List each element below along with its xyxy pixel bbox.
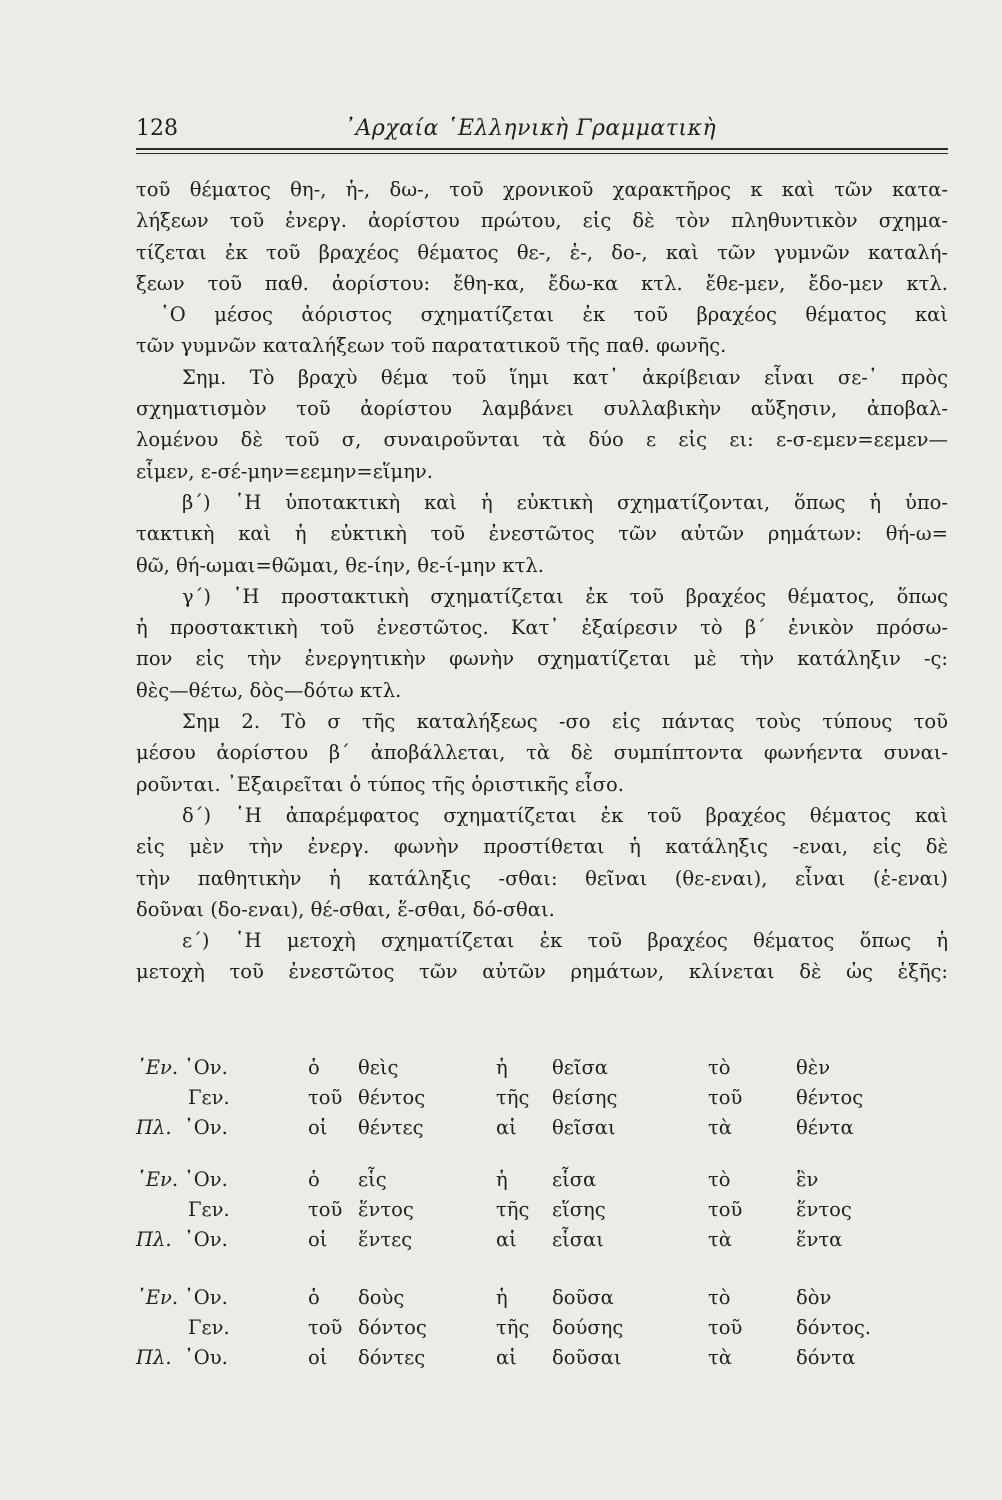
declension-row xyxy=(136,1086,948,1116)
masculine-article: ὁ xyxy=(308,1168,320,1191)
neuter-form: θέντα xyxy=(796,1116,854,1139)
text-line: δοῦναι (δο-εναι), θέ-σθαι, ἕ-σθαι, δό-σθαι. xyxy=(136,897,555,921)
neuter-form: θὲν xyxy=(796,1056,831,1079)
neuter-form: θέντος xyxy=(796,1086,864,1109)
header-rule-thin xyxy=(136,153,948,154)
body-text xyxy=(136,174,948,988)
declension-table xyxy=(136,1286,948,1376)
declension-row xyxy=(136,1346,948,1376)
feminine-form: θεῖσαι xyxy=(552,1116,616,1139)
masculine-article: ὁ xyxy=(308,1056,320,1079)
feminine-article: τῆς xyxy=(496,1086,530,1109)
masculine-form: θέντες xyxy=(358,1116,424,1139)
neuter-form: δὸν xyxy=(796,1286,832,1309)
feminine-form: εἷσα xyxy=(552,1168,597,1191)
feminine-form: δοῦσα xyxy=(552,1286,614,1309)
declension-row xyxy=(136,1286,948,1316)
feminine-article: αἱ xyxy=(496,1346,517,1369)
masculine-article: τοῦ xyxy=(308,1316,343,1339)
case-label: ᾿Ον. xyxy=(184,1286,228,1309)
declension-row xyxy=(136,1116,948,1146)
text-line: λήξεων τοῦ ἐνεργ. ἀορίστου πρώτου, εἰς δὲ τὸν πληθυντικὸν σχημα- xyxy=(136,209,948,233)
feminine-article: ἡ xyxy=(496,1168,508,1191)
neuter-article: τὸ xyxy=(708,1286,731,1309)
masculine-form: ἕντες xyxy=(358,1228,413,1251)
masculine-form: θεὶς xyxy=(358,1056,399,1079)
feminine-form: εἷσαι xyxy=(552,1228,604,1251)
text-line: θῶ, θή-ωμαι=θῶμαι, θε-ίην, θε-ί-μην κτλ. xyxy=(136,553,544,577)
text-line: εἷμεν, ε-σέ-μην=εεμην=εἵμην. xyxy=(136,459,433,483)
case-label: Γεν. xyxy=(188,1198,230,1221)
neuter-form: ἕντος xyxy=(796,1198,852,1221)
neuter-form: δόντος. xyxy=(796,1316,871,1339)
masculine-form: εἷς xyxy=(358,1168,387,1191)
feminine-article: τῆς xyxy=(496,1316,530,1339)
text-line: Σημ. Τὸ βραχὺ θέμα τοῦ ἵημι κατ᾿ ἀκρίβειαν εἶναι σε-᾿ πρὸς xyxy=(182,365,948,389)
text-line: β΄) ῾Η ὑποτακτικὴ καὶ ἡ εὐκτικὴ σχηματίζονται, ὅπως ἡ ὑπο- xyxy=(182,490,948,514)
text-line: γ΄) ῾Η προστακτικὴ σχηματίζεται ἐκ τοῦ βραχέος θέματος, ὅπως xyxy=(182,584,948,608)
feminine-form: θεῖσα xyxy=(552,1056,608,1079)
masculine-form: δοὺς xyxy=(358,1286,405,1309)
declension-row xyxy=(136,1168,948,1198)
neuter-form: ἓν xyxy=(796,1168,819,1191)
number-label: Πλ. xyxy=(136,1228,172,1251)
text-line: ἡ προστακτικὴ τοῦ ἐνεστῶτος. Κατ᾿ ἐξαίρεσιν τὸ β΄ ἑνικὸν πρόσω- xyxy=(136,616,948,640)
masculine-form: δόντος xyxy=(358,1316,427,1339)
running-title: ᾿Αρχαία ῾Ελληνικὴ Γραμματικὴ xyxy=(344,116,717,141)
text-line: μετοχὴ τοῦ ἐνεστῶτος τῶν αὐτῶν ρημάτων, κλίνεται δὲ ὡς ἑξῆς: xyxy=(136,960,948,984)
feminine-article: τῆς xyxy=(496,1198,530,1221)
masculine-article: τοῦ xyxy=(308,1198,343,1221)
text-line: τοῦ θέματος θη-, ἡ-, δω-, τοῦ χρονικοῦ χαρακτῆρος κ καὶ τῶν κατα- xyxy=(136,178,948,201)
number-label: ῾Εν. xyxy=(136,1168,179,1191)
neuter-form: ἕντα xyxy=(796,1228,843,1251)
header-rule xyxy=(136,148,948,150)
feminine-form: θείσης xyxy=(552,1086,618,1109)
masculine-article: οἱ xyxy=(308,1228,328,1251)
declension-table xyxy=(136,1168,948,1258)
number-label: Πλ. xyxy=(136,1116,172,1139)
masculine-form: δόντες xyxy=(358,1346,426,1369)
case-label: ᾿Ον. xyxy=(184,1056,228,1079)
number-label: ῾Εν. xyxy=(136,1286,179,1309)
text-line: ροῦνται. ᾿Εξαιρεῖται ὁ τύπος τῆς ὁριστικῆς εἶσο. xyxy=(136,772,624,796)
feminine-form: δούσης xyxy=(552,1316,624,1339)
text-line: πον εἰς τὴν ἐνεργητικὴν φωνὴν σχηματίζεται μὲ τὴν κατάληξιν -ς: xyxy=(136,647,948,671)
case-label: ᾿Ον. xyxy=(184,1116,228,1139)
neuter-article: τοῦ xyxy=(708,1198,743,1221)
neuter-article: τοῦ xyxy=(708,1316,743,1339)
case-label: ᾿Ον. xyxy=(184,1168,228,1191)
text-line: τίζεται ἐκ τοῦ βραχέος θέματος θε-, ἑ-, δο-, καὶ τῶν γυμνῶν καταλή- xyxy=(136,240,948,264)
case-label: Γεν. xyxy=(188,1316,230,1339)
page-number: 128 xyxy=(136,116,178,141)
text-line: θὲς—θέτω, δὸς—δότω κτλ. xyxy=(136,678,402,702)
text-line: δ΄) ῾Η ἀπαρέμφατος σχηματίζεται ἐκ τοῦ βραχέος θέματος καὶ xyxy=(182,803,948,827)
neuter-article: τὰ xyxy=(708,1228,732,1251)
neuter-article: τὸ xyxy=(708,1056,731,1079)
feminine-form: δοῦσαι xyxy=(552,1346,622,1369)
text-line: τὴν παθητικὴν ἡ κατάληξις -σθαι: θεῖναι (θε-εναι), εἶναι (ἑ-εναι) xyxy=(136,866,948,890)
text-line: ε΄) ῾Η μετοχὴ σχηματίζεται ἐκ τοῦ βραχέος θέματος ὅπως ἡ xyxy=(182,929,948,953)
neuter-article: τὰ xyxy=(708,1116,732,1139)
feminine-article: αἱ xyxy=(496,1116,517,1139)
feminine-form: εἵσης xyxy=(552,1198,606,1221)
text-line: σχηματισμὸν τοῦ ἀορίστου λαμβάνει συλλαβικὴν αὔξησιν, ἀποβαλ- xyxy=(136,397,948,421)
text-line: ξεων τοῦ παθ. ἀορίστου: ἔθη-κα, ἔδω-κα κτλ. ἔθε-μεν, ἔδο-μεν κτλ. xyxy=(136,271,948,295)
number-label: ᾿Εν. xyxy=(136,1056,179,1079)
text-line: τῶν γυμνῶν καταλήξεων τοῦ παρατατικοῦ τῆς παθ. φωνῆς. xyxy=(136,334,727,358)
case-label: ᾿Ον. xyxy=(184,1228,228,1251)
masculine-article: ὁ xyxy=(308,1286,320,1309)
feminine-article: αἱ xyxy=(496,1228,517,1251)
declension-row xyxy=(136,1228,948,1258)
declension-row xyxy=(136,1198,948,1228)
masculine-article: οἱ xyxy=(308,1116,328,1139)
text-line: Σημ 2. Τὸ σ τῆς καταλήξεως -σο εἰς πάντας τοὺς τύπους τοῦ xyxy=(182,710,948,734)
feminine-article: ἡ xyxy=(496,1286,508,1309)
masculine-article: οἱ xyxy=(308,1346,328,1369)
case-label: ᾿Ου. xyxy=(184,1346,228,1369)
declension-table xyxy=(136,1056,948,1146)
text-line: ῾Ο μέσος ἀόριστος σχηματίζεται ἐκ τοῦ βραχέος θέματος καὶ xyxy=(160,303,948,327)
page-header xyxy=(136,116,948,150)
text-line: λομένου δὲ τοῦ σ, συναιροῦνται τὰ δύο ε εἰς ει: ε-σ-εμεν=εεμεν— xyxy=(136,428,948,452)
text-line: τακτικὴ καὶ ἡ εὐκτικὴ τοῦ ἐνεστῶτος τῶν αὐτῶν ρημάτων: θή-ω= xyxy=(136,522,948,546)
feminine-article: ἡ xyxy=(496,1056,508,1079)
neuter-article: τοῦ xyxy=(708,1086,743,1109)
masculine-form: θέντος xyxy=(358,1086,426,1109)
case-label: Γεν. xyxy=(188,1086,230,1109)
neuter-form: δόντα xyxy=(796,1346,856,1369)
masculine-form: ἕντος xyxy=(358,1198,414,1221)
declension-row xyxy=(136,1056,948,1086)
neuter-article: τὰ xyxy=(708,1346,732,1369)
number-label: Πλ. xyxy=(136,1346,172,1369)
text-line: εἰς μὲν τὴν ἐνεργ. φωνὴν προστίθεται ἡ κατάληξις -εναι, εἰς δὲ xyxy=(136,835,948,859)
masculine-article: τοῦ xyxy=(308,1086,343,1109)
neuter-article: τὸ xyxy=(708,1168,731,1191)
text-line: μέσου ἀορίστου β΄ ἀποβάλλεται, τὰ δὲ συμπίπτοντα φωνήεντα συναι- xyxy=(136,741,948,765)
declension-row xyxy=(136,1316,948,1346)
